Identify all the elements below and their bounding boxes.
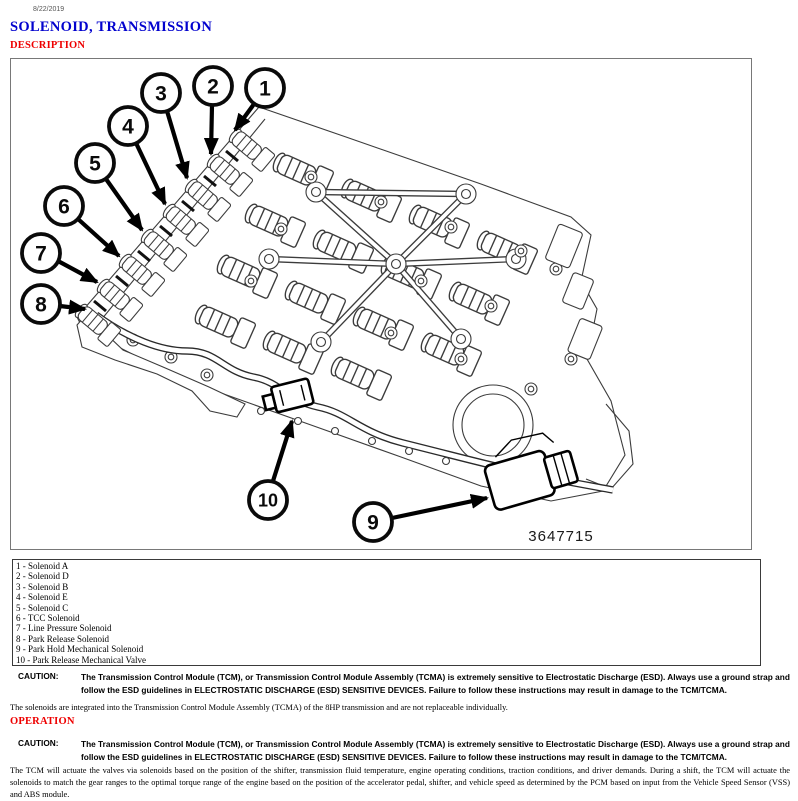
section-heading-description: DESCRIPTION bbox=[10, 40, 86, 51]
svg-text:6: 6 bbox=[58, 195, 70, 219]
valve-body-plate bbox=[77, 107, 625, 501]
svg-text:9: 9 bbox=[367, 511, 379, 535]
svg-text:5: 5 bbox=[89, 152, 101, 176]
legend-item: 10 - Park Release Mechanical Valve bbox=[16, 654, 147, 665]
bore-circle bbox=[453, 385, 533, 465]
caution-label: CAUTION: bbox=[18, 738, 59, 748]
transmission-valve-body-illustration bbox=[11, 59, 751, 549]
legend-item: 3 - Solenoid B bbox=[16, 581, 69, 592]
legend-item: 7 - Line Pressure Solenoid bbox=[16, 623, 112, 634]
svg-text:7: 7 bbox=[35, 242, 47, 266]
callout-9 bbox=[354, 503, 392, 541]
legend-item: 5 - Solenoid C bbox=[16, 602, 69, 613]
page-date: 8/22/2019 bbox=[33, 6, 65, 13]
figure-panel bbox=[10, 58, 752, 550]
figure-number-label: 3647715 bbox=[528, 528, 594, 545]
svg-text:2: 2 bbox=[207, 75, 219, 99]
svg-text:4: 4 bbox=[122, 115, 134, 139]
callout-10 bbox=[249, 481, 287, 519]
page-title: SOLENOID, TRANSMISSION bbox=[10, 19, 213, 35]
description-paragraph: The solenoids are integrated into the Transmission Control Module Assembly (TCMA) of the 8HP transmission and are not replaceable individually. bbox=[10, 703, 508, 712]
callout-3 bbox=[142, 74, 180, 112]
callout-4 bbox=[109, 107, 147, 145]
callout-6 bbox=[45, 187, 83, 225]
legend-item: 8 - Park Release Solenoid bbox=[16, 633, 109, 644]
callout-2 bbox=[194, 67, 232, 105]
svg-text:10: 10 bbox=[257, 490, 279, 511]
section-heading-operation: OPERATION bbox=[10, 716, 75, 727]
legend-item: 9 - Park Hold Mechanical Solenoid bbox=[16, 644, 144, 655]
caution-block-description bbox=[18, 671, 790, 697]
caution-text: The Transmission Control Module (TCM), or Transmission Control Module Assembly (TCMA) is extremely sensitive to Electrostatic Discharge (ESD). Always use a ground strap and follow the ESD guidelines in ELECTROSTATIC DISCHARGE (ESD) SENSITIVE DEVICES. Failure to follow these instructions may result in damage to the TCM/TCMA. bbox=[81, 739, 790, 762]
caution-block-operation bbox=[18, 738, 790, 764]
caution-label: CAUTION: bbox=[18, 671, 59, 681]
legend-item: 6 - TCC Solenoid bbox=[16, 613, 80, 624]
callout-1 bbox=[246, 69, 284, 107]
callout-8 bbox=[22, 285, 60, 323]
callout-7 bbox=[22, 234, 60, 272]
legend-item: 4 - Solenoid E bbox=[16, 592, 68, 603]
callout-5 bbox=[76, 144, 114, 182]
legend-item: 2 - Solenoid D bbox=[16, 571, 69, 582]
operation-paragraph: The TCM will actuate the valves via solenoids based on the position of the shifter, transmission fluid temperature, engine operating conditions, traction conditions, and driver demands. During a shift, the TCM will actuate the solenoids to match the gear ranges to the optimal torque range of the engine based on the position of the accelerator pedal, shifter, and vehicle speed as determined by the PCM based on input from the Vehicle Speed Sensor (VSS) and ABS module. bbox=[10, 766, 790, 799]
svg-text:8: 8 bbox=[35, 293, 47, 317]
svg-text:3: 3 bbox=[155, 82, 167, 106]
svg-text:1: 1 bbox=[259, 77, 271, 101]
caution-text: The Transmission Control Module (TCM), or Transmission Control Module Assembly (TCMA) is extremely sensitive to Electrostatic Discharge (ESD). Always use a ground strap and follow the ESD guidelines in ELECTROSTATIC DISCHARGE (ESD) SENSITIVE DEVICES. Failure to follow these instructions may result in damage to the TCM/TCMA. bbox=[81, 672, 790, 695]
legend-item: 1 - Solenoid A bbox=[16, 561, 69, 571]
legend-panel bbox=[12, 559, 761, 666]
